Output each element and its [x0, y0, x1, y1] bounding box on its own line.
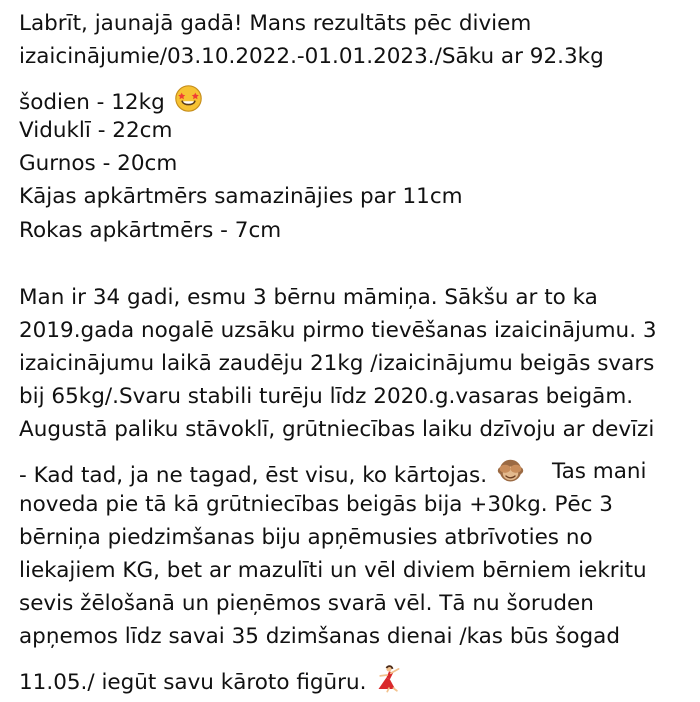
- text-line-4: Viduklī - 22cm: [19, 118, 173, 143]
- text-line-15: bērniņa piedzimšanas biju apņēmusies atbrīvoties no: [19, 525, 593, 550]
- text-line-19: [19, 664, 403, 702]
- woman-dancing-icon: [375, 664, 403, 702]
- text-line-5: Gurnos - 20cm: [19, 151, 178, 176]
- closing-text: 11.05./ iegūt savu kāroto figūru.: [19, 670, 367, 695]
- text-line-7: Rokas apkārtmērs - 7cm: [19, 218, 282, 243]
- quote-text: - Kad tad, ja ne tagad, ēst visu, ko kārtojas.: [19, 463, 488, 488]
- text-line-13-continuation: Tas mani: [552, 459, 647, 484]
- text-line-8: Man ir 34 gadi, esmu 3 bērnu māmiņa. Sākšu ar to ka: [19, 285, 598, 310]
- text-line-17: sevis žēlošanā un pieņēmos svarā vēl. Tā nu šoruden: [19, 591, 594, 616]
- text-line-2: izaicinājumie/03.10.2022.-01.01.2023./Sāku ar 92.3kg: [19, 44, 604, 69]
- text-line-11: bij 65kg/.Svaru stabili turēju līdz 2020.g.vasaras beigām.: [19, 384, 634, 409]
- star-struck-icon: [174, 84, 203, 122]
- text-line-1: Labrīt, jaunajā gadā! Mans rezultāts pēc diviem: [19, 11, 532, 36]
- text-line-6: Kājas apkārtmērs samazinājies par 11cm: [19, 184, 463, 209]
- text-line-9: 2019.gada nogalē uzsāku pirmo tievēšanas izaicinājumu. 3: [19, 318, 657, 343]
- text-line-12: Augustā paliku stāvoklī, grūtniecības laiku dzīvoju ar devīzi: [19, 417, 655, 442]
- text-line-16: liekajiem KG, bet ar mazulīti un vēl diviem bērniem iekritu: [19, 558, 647, 583]
- text-line-18: apņemos līdz savai 35 dzimšanas dienai /kas būs šogad: [19, 624, 620, 649]
- weight-loss-text: šodien - 12kg: [19, 90, 165, 115]
- text-line-10: izaicinājumu laikā zaudēju 21kg /izaicinājumu beigās svars: [19, 351, 655, 376]
- text-line-14: noveda pie tā kā grūtniecības beigās bija +30kg. Pēc 3: [19, 492, 613, 517]
